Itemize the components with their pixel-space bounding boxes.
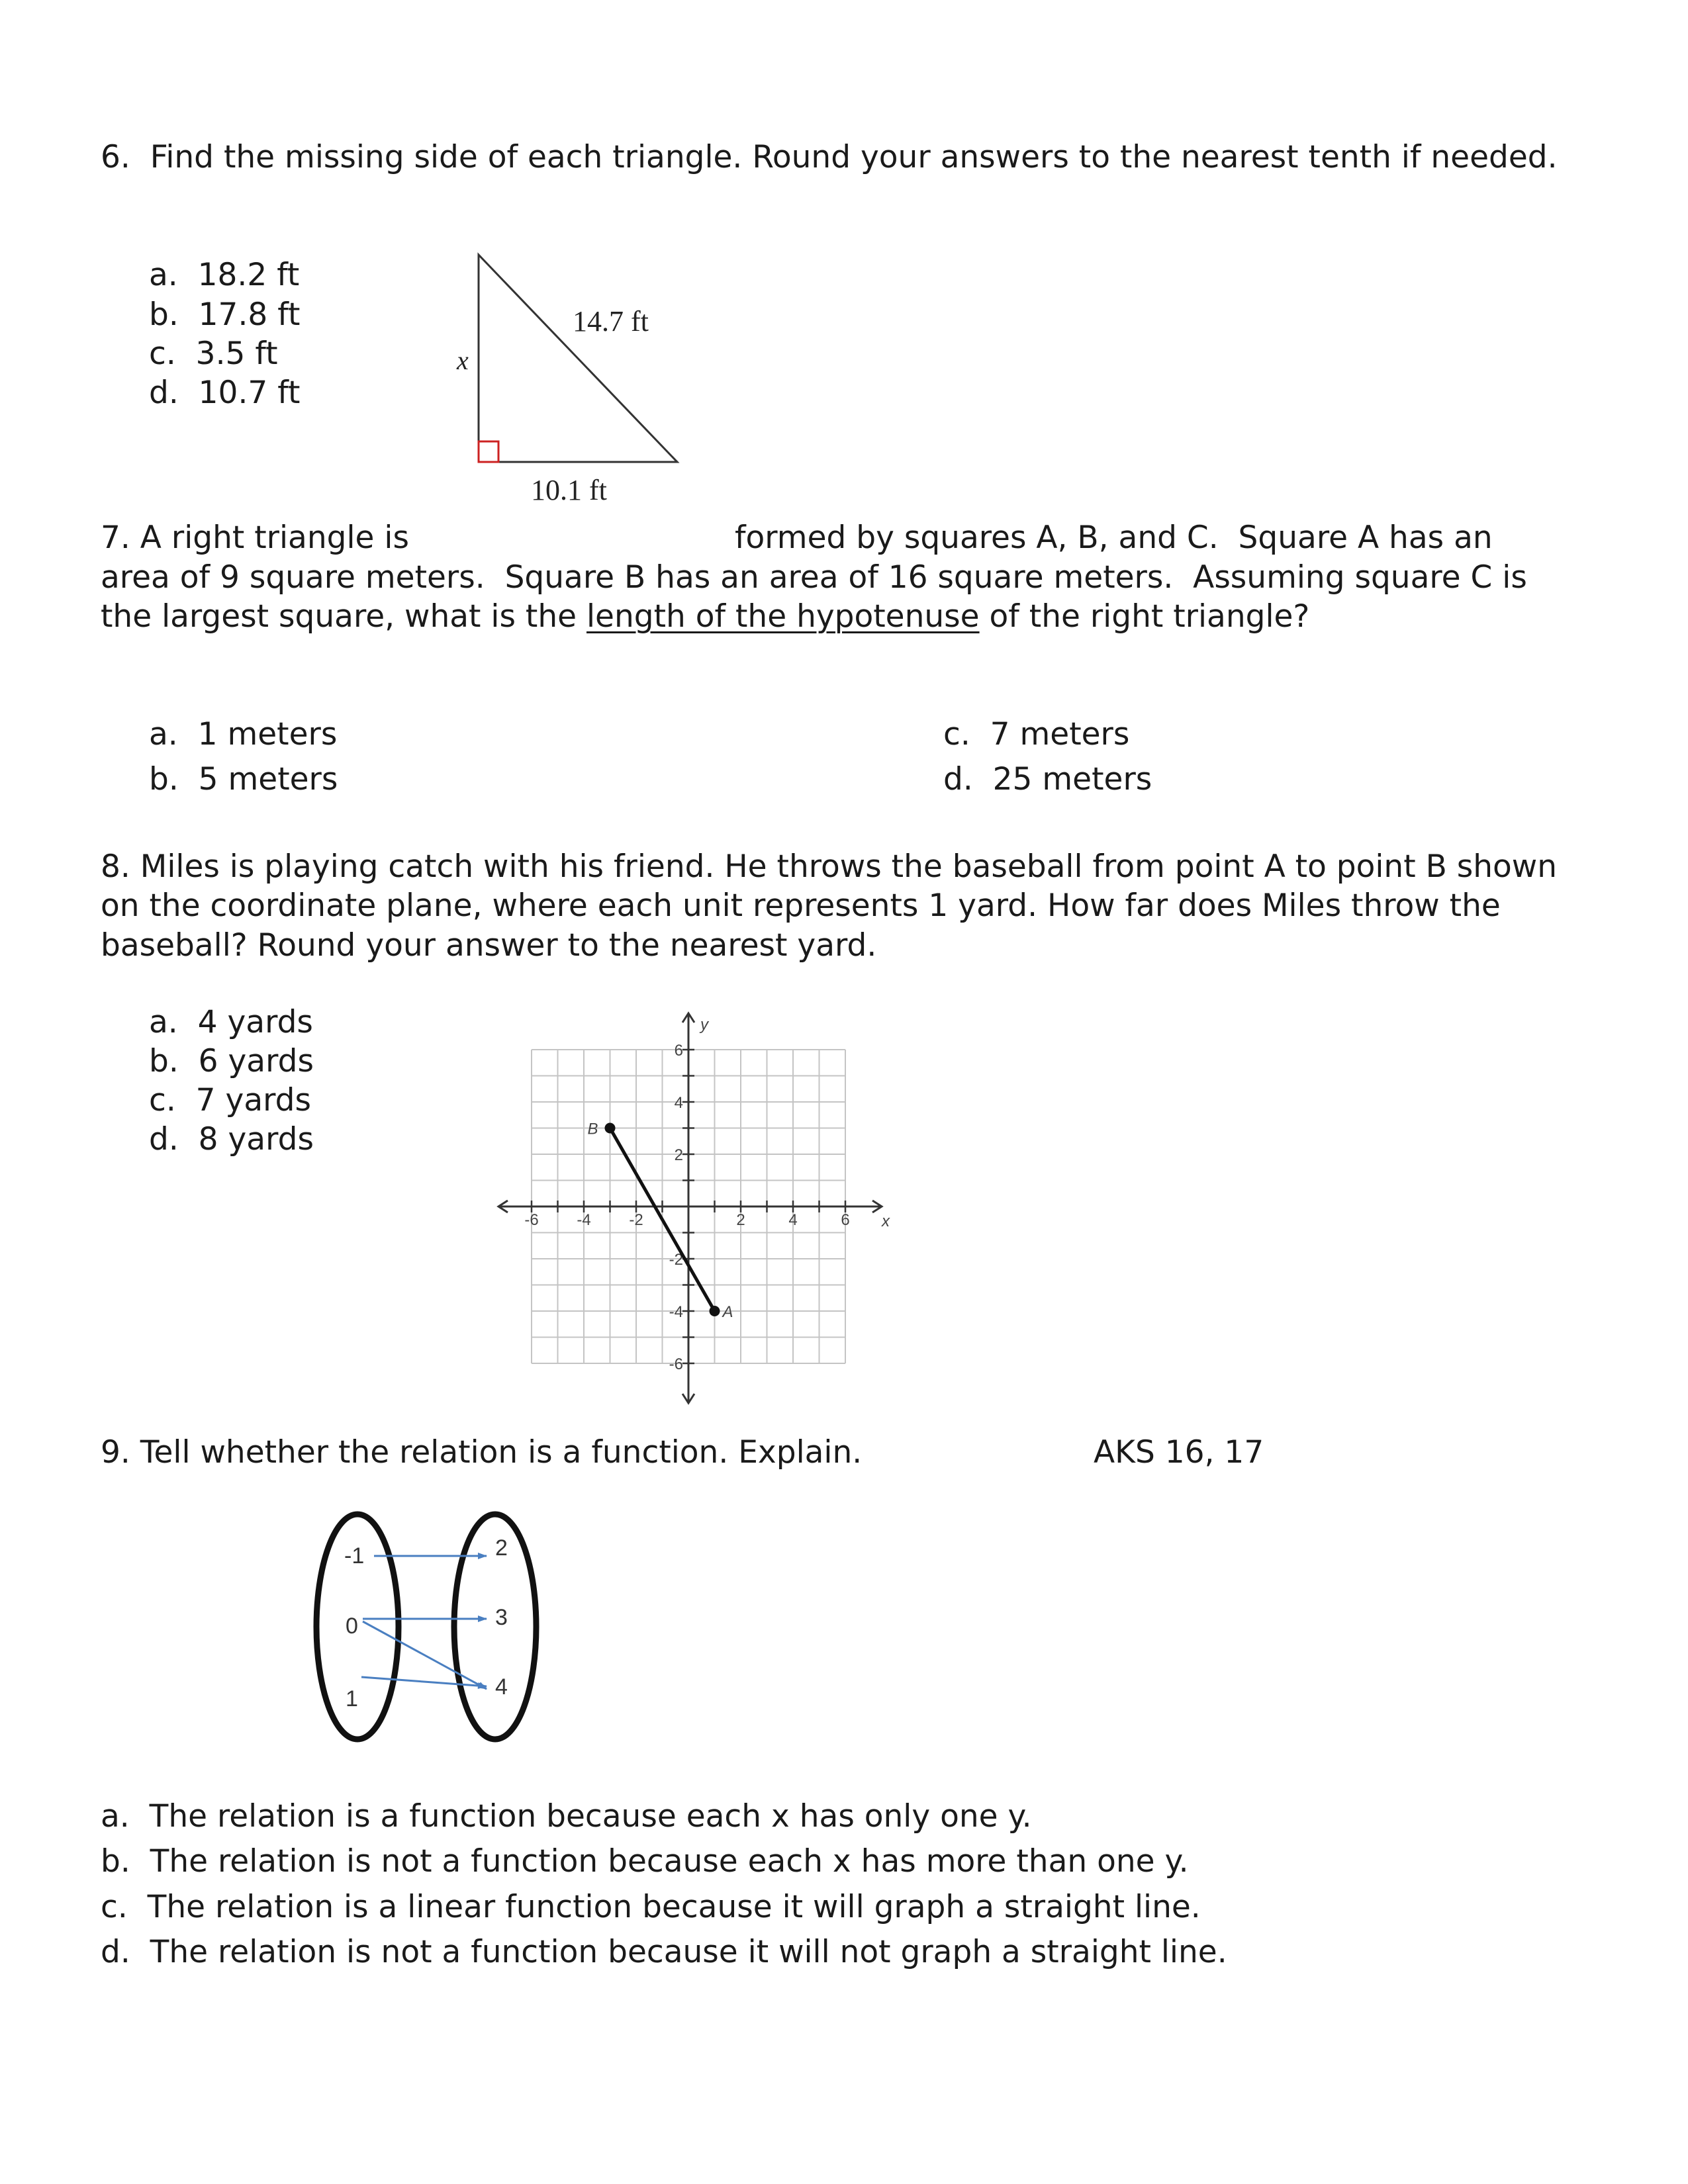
x-tick-label: -4 (577, 1211, 591, 1229)
x-tick-label: -2 (629, 1211, 643, 1229)
q7-choice-a[interactable]: a. 1 meters (149, 716, 338, 752)
q9-choice-c[interactable]: c. The relation is a linear function because it will graph a straight line. (101, 1889, 1201, 1925)
domain-value-neg1: -1 (344, 1543, 365, 1569)
q8-choice-d[interactable]: d. 8 yards (149, 1121, 314, 1158)
q7-line3-pre: the largest square, what is the (101, 598, 586, 635)
hypotenuse-label: 14.7 ft (573, 305, 649, 338)
q7-choice-d[interactable]: d. 25 meters (943, 761, 1152, 797)
q7-choice-b[interactable]: b. 5 meters (149, 761, 338, 797)
x-axis-label: x (882, 1212, 890, 1230)
x-tick-label: 2 (736, 1211, 745, 1229)
q8-choice-a[interactable]: a. 4 yards (149, 1004, 313, 1040)
x-tick-label: -6 (524, 1211, 539, 1229)
q9-aks: AKS 16, 17 (1094, 1434, 1264, 1471)
q9-choice-b[interactable]: b. The relation is not a function because each x has more than one y. (101, 1843, 1189, 1880)
q8-choice-b[interactable]: b. 6 yards (149, 1043, 314, 1079)
base-label: 10.1 ft (531, 474, 607, 506)
q8-line2: on the coordinate plane, where each unit represents 1 yard. How far does Miles throw the (101, 887, 1501, 924)
q6-choice-c[interactable]: c. 3.5 ft (149, 336, 278, 372)
x-tick-label: 4 (788, 1211, 798, 1229)
q7-line1b: formed by squares A, B, and C. Square A has an (735, 520, 1493, 556)
y-tick-label: -6 (669, 1355, 683, 1373)
range-value-2: 2 (495, 1535, 508, 1561)
x-tick-label: 6 (841, 1211, 850, 1229)
domain-value-1: 1 (346, 1686, 358, 1711)
q6-prompt: 6. Find the missing side of each triangle. Round your answers to the nearest tenth if needed. (101, 139, 1558, 175)
y-tick-label: 2 (674, 1146, 683, 1164)
q7-line2: area of 9 square meters. Square B has an area of 16 square meters. Assuming square C is (101, 559, 1527, 596)
y-tick-label: -2 (669, 1251, 683, 1269)
q9-choice-a[interactable]: a. The relation is a function because each x has only one y. (101, 1798, 1032, 1835)
q8-choice-c[interactable]: c. 7 yards (149, 1082, 311, 1118)
range-value-3: 3 (495, 1605, 508, 1630)
point-label-b: B (587, 1120, 598, 1138)
q7-choice-c[interactable]: c. 7 meters (943, 716, 1130, 752)
y-tick-label: -4 (669, 1303, 683, 1321)
point-label-a: A (722, 1303, 733, 1321)
q7-line3-post: of the right triangle? (979, 598, 1310, 635)
q6-choice-a[interactable]: a. 18.2 ft (149, 257, 300, 293)
y-tick-label: 6 (674, 1042, 683, 1060)
q9-prompt: 9. Tell whether the relation is a function. Explain. (101, 1434, 863, 1471)
q7-underlined-phrase: length of the hypotenuse (586, 598, 980, 635)
q8-line3: baseball? Round your answer to the nearest yard. (101, 927, 877, 964)
domain-value-0: 0 (346, 1614, 358, 1639)
y-tick-label: 4 (674, 1094, 683, 1112)
q7-line1a: 7. A right triangle is (101, 520, 409, 556)
q8-line1: 8. Miles is playing catch with his friend. He throws the baseball from point A to point B shown (101, 848, 1558, 885)
q6-choice-d[interactable]: d. 10.7 ft (149, 375, 301, 411)
q6-choice-b[interactable]: b. 17.8 ft (149, 296, 301, 333)
side-x-label: x (457, 345, 469, 375)
range-value-4: 4 (495, 1674, 508, 1700)
y-axis-label: y (700, 1016, 708, 1034)
q9-choice-d[interactable]: d. The relation is not a function because it will not graph a straight line. (101, 1934, 1227, 1970)
